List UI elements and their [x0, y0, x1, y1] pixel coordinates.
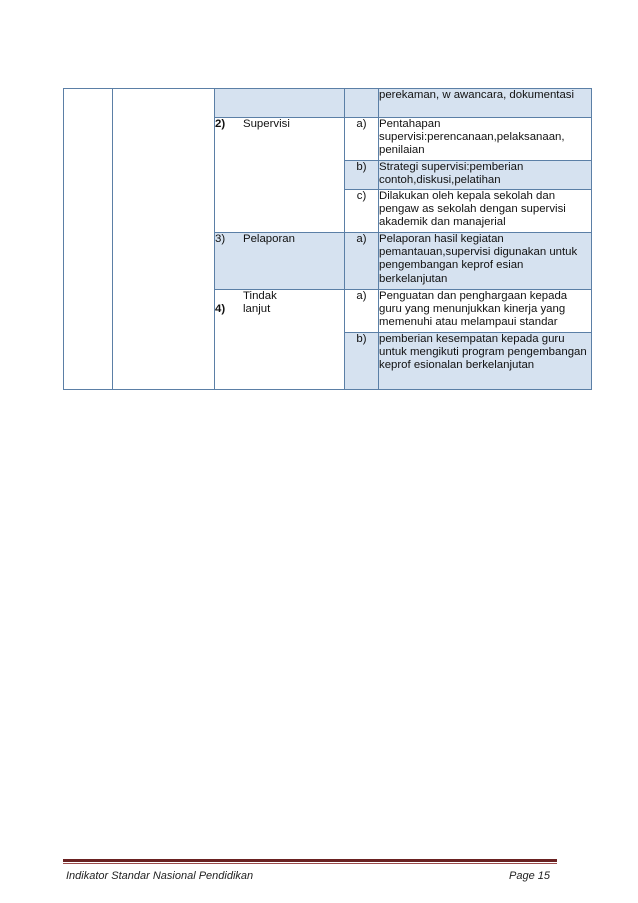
item-label: Tindak lanjut [243, 290, 277, 316]
item-number: 2) [215, 118, 226, 130]
item-number: 3) [215, 233, 226, 245]
indicator-table [63, 88, 592, 390]
table-row [64, 89, 592, 118]
description-cell: pemberian kesempatan kepada guru untuk mengikuti program pengembangan keprof esionalan berkelanjutan [379, 333, 592, 390]
description-cell: Penguatan dan penghargaan kepada guru yang menunjukkan kinerja yang memenuhi atau melampaui standar [379, 290, 592, 333]
footer-rule [63, 859, 557, 862]
sub-number-cell: a) [345, 118, 379, 161]
description-cell: Dilakukan oleh kepala sekolah dan pengaw as sekolah dengan supervisi akademik dan manajerial [379, 190, 592, 233]
item-cell [215, 290, 345, 390]
item-label: Pelaporan [243, 233, 295, 245]
description-cell: Strategi supervisi:pemberian contoh,diskusi,pelatihan [379, 161, 592, 190]
description-cell: Pelaporan hasil kegiatan pemantauan,supervisi digunakan untuk pengembangan keprof esian berkelanjutan [379, 233, 592, 290]
sub-number-cell [345, 89, 379, 118]
sub-number-cell: a) [345, 290, 379, 333]
item-cell [215, 89, 345, 118]
sub-number-cell: c) [345, 190, 379, 233]
footer-page-number: Page 15 [509, 870, 550, 882]
footer-document-title: Indikator Standar Nasional Pendidikan [66, 870, 254, 882]
sub-number-cell: b) [345, 161, 379, 190]
description-cell: perekaman, w awancara, dokumentasi [379, 89, 592, 118]
sub-number-cell: a) [345, 233, 379, 290]
description-cell: Pentahapan supervisi:perencanaan,pelaksanaan, penilaian [379, 118, 592, 161]
item-cell [215, 233, 345, 290]
empty-column-2 [113, 89, 215, 390]
empty-column-1 [64, 89, 113, 390]
sub-number-cell: b) [345, 333, 379, 390]
item-cell [215, 118, 345, 233]
item-label: Supervisi [243, 118, 290, 130]
footer-rule-thin [63, 863, 557, 864]
item-number: 4) [215, 303, 226, 316]
